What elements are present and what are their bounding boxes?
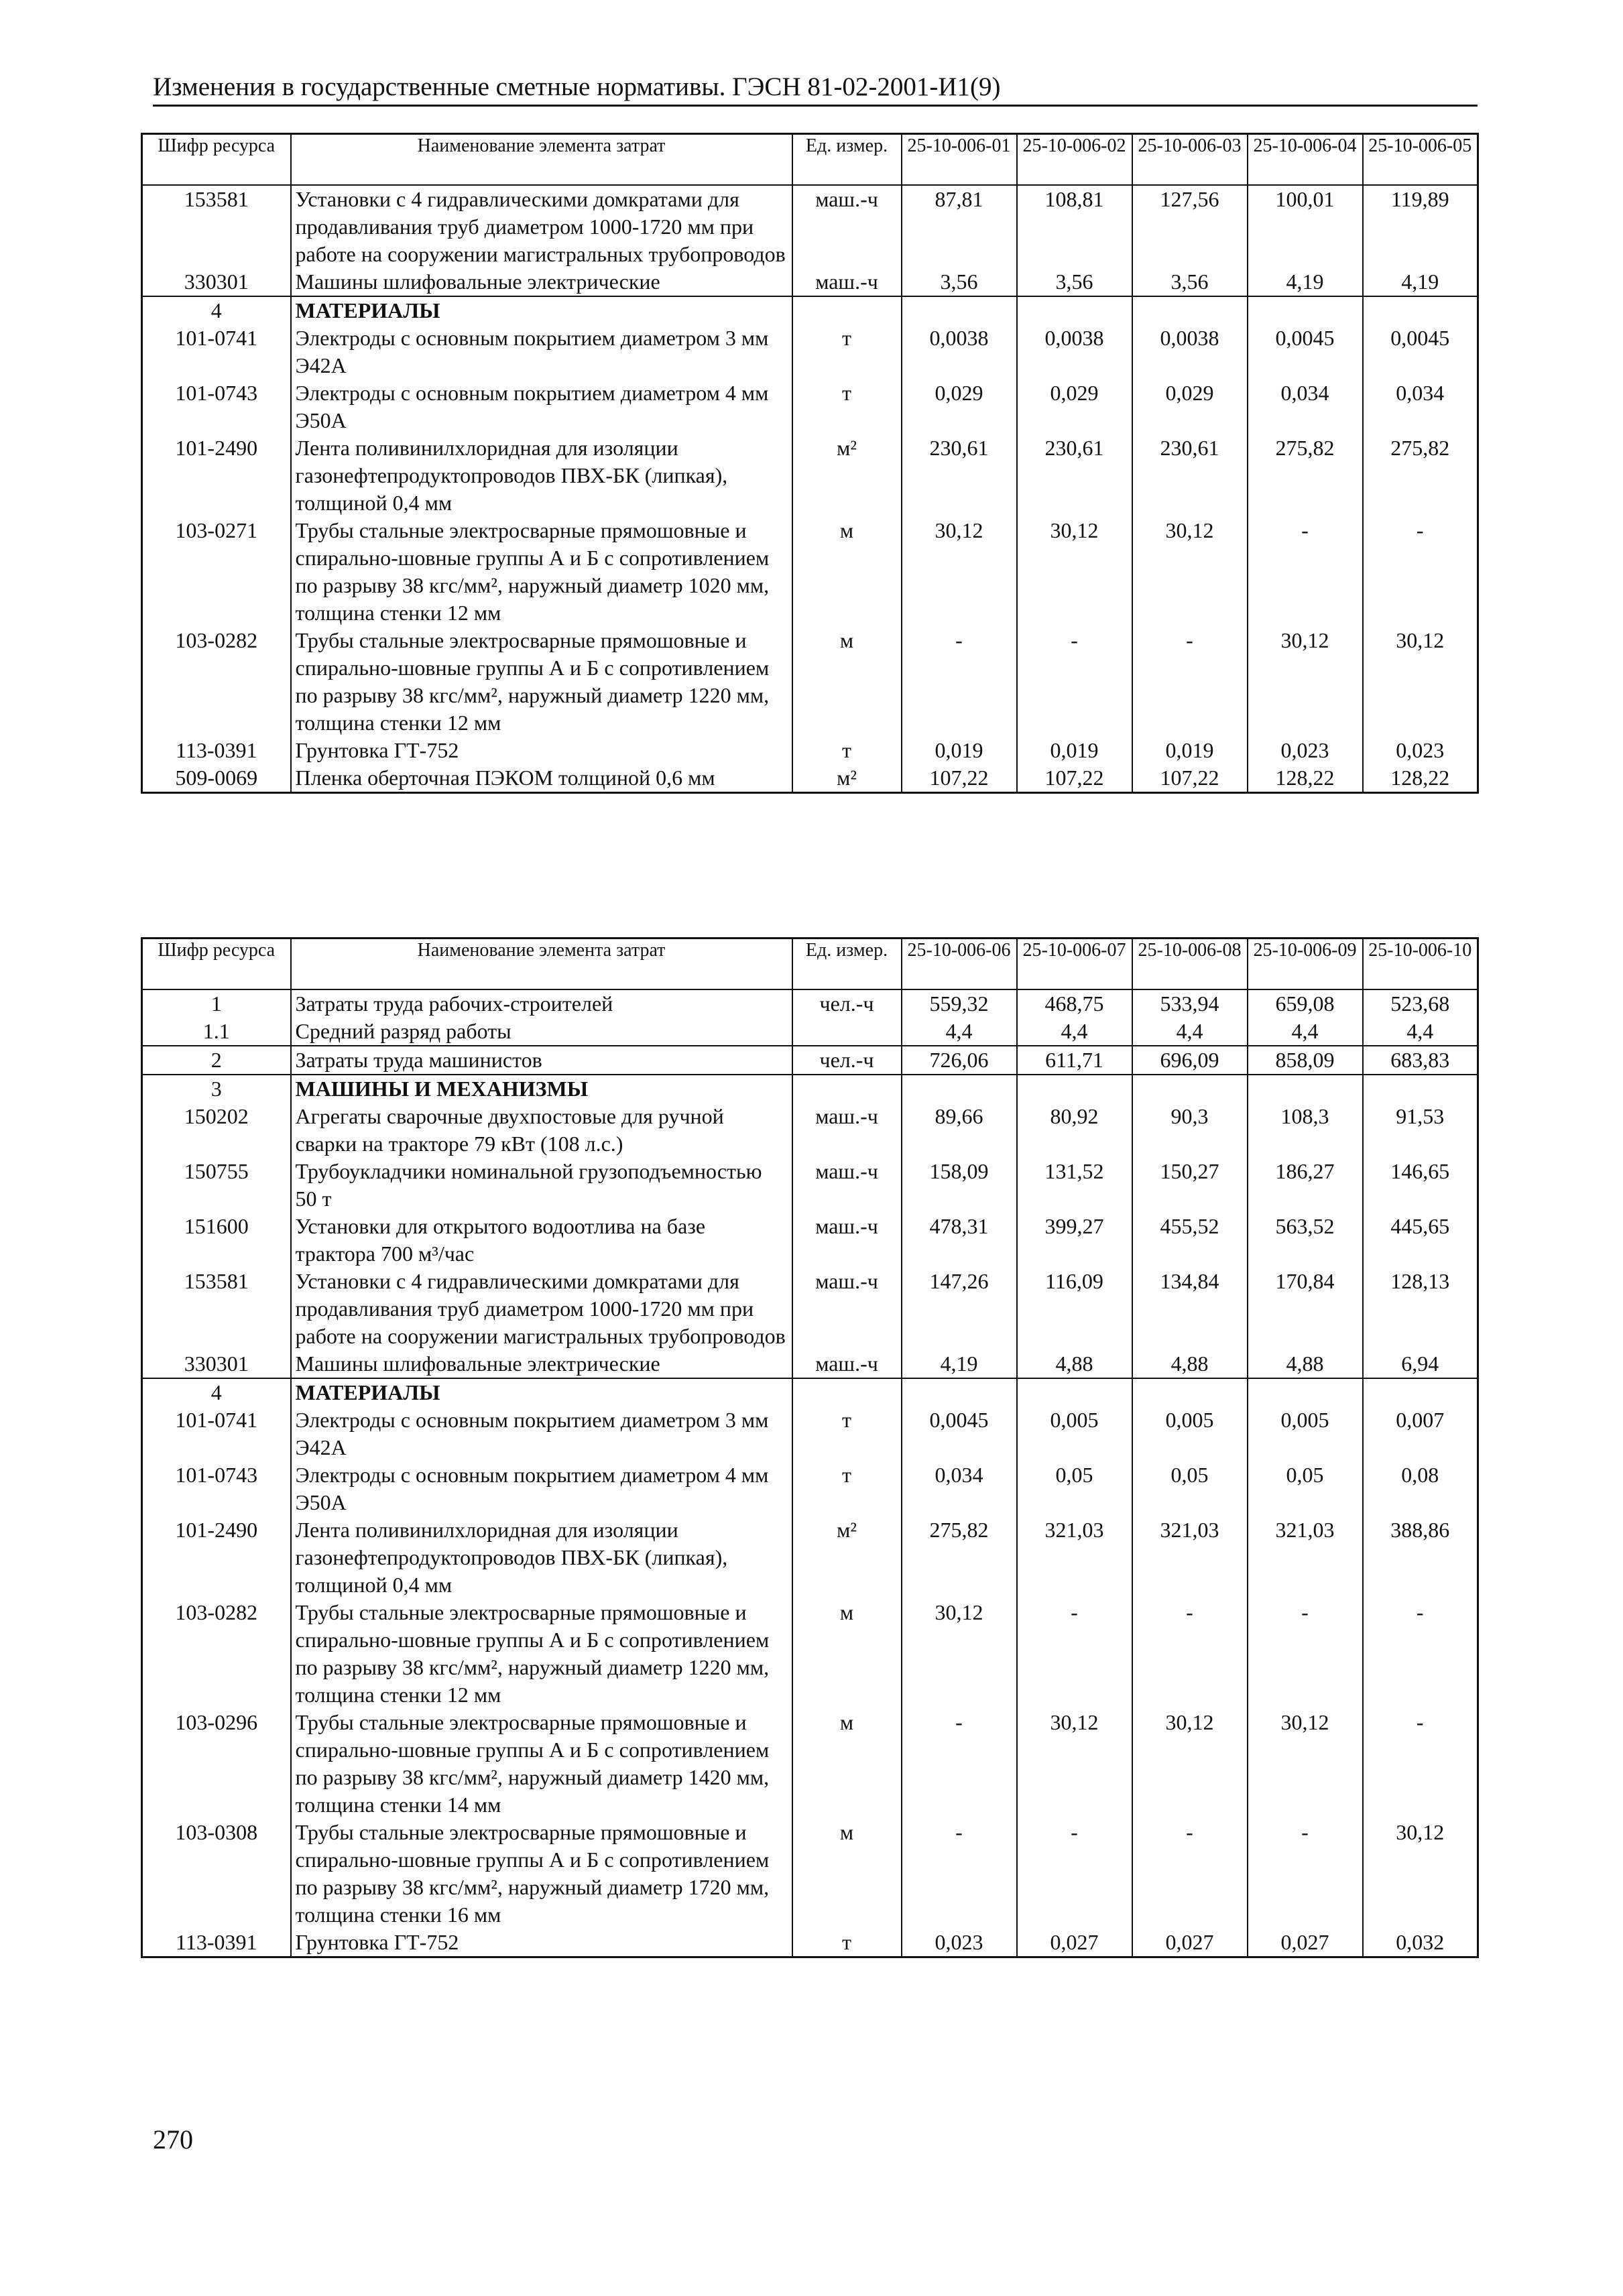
resource-name: Трубы стальные электросварные прямошовные и спирально-шовные группы А и Б с сопротивлением по разрыву 38 кгс/мм², наружный диаметр 1020 мм, толщина стенки 12 мм xyxy=(291,517,792,627)
norm-value: 0,0045 xyxy=(902,1406,1017,1461)
resource-code: 103-0308 xyxy=(175,1820,258,1844)
table-row xyxy=(142,379,1478,434)
norm-value xyxy=(1248,296,1363,324)
norm-value: - xyxy=(1017,1819,1132,1929)
norm-value: 0,029 xyxy=(902,379,1017,434)
norm-value: 0,034 xyxy=(1248,379,1363,434)
table-row xyxy=(142,434,1478,517)
norm-value: 30,12 xyxy=(1363,627,1478,737)
table-row xyxy=(142,764,1478,793)
resource-code: 101-0741 xyxy=(175,1408,258,1432)
norm-value: 275,82 xyxy=(902,1516,1017,1599)
section-row xyxy=(142,296,1478,324)
norm-value: 523,68 xyxy=(1363,989,1478,1018)
table-row xyxy=(142,1018,1478,1046)
resource-name: МАШИНЫ И МЕХАНИЗМЫ xyxy=(291,1075,792,1103)
resource-code: 101-0741 xyxy=(175,326,258,350)
norm-value: 0,027 xyxy=(1132,1929,1248,1957)
resource-unit: м xyxy=(792,1709,902,1819)
norm-value: 131,52 xyxy=(1017,1158,1132,1213)
norm-value: 107,22 xyxy=(902,764,1017,793)
resource-unit: маш.-ч xyxy=(792,1350,902,1378)
norm-value: 0,0045 xyxy=(1248,324,1363,379)
norm-value: 108,81 xyxy=(1017,185,1132,268)
col-header-code: Шифр ресурса xyxy=(142,939,291,990)
norm-value: 116,09 xyxy=(1017,1268,1132,1350)
resource-unit xyxy=(792,1378,902,1406)
norm-value: 4,19 xyxy=(902,1350,1017,1378)
table-row xyxy=(142,517,1478,627)
section-row xyxy=(142,1075,1478,1103)
norm-value: 30,12 xyxy=(1248,1709,1363,1819)
col-header-norm: 25-10-006-05 xyxy=(1363,134,1478,186)
norm-value: 30,12 xyxy=(1132,517,1248,627)
resource-unit xyxy=(792,1018,902,1046)
resource-unit xyxy=(792,1075,902,1103)
resource-code: 1 xyxy=(211,991,222,1016)
norm-value: 0,023 xyxy=(902,1929,1017,1957)
resource-unit: м xyxy=(792,627,902,737)
resource-name: Машины шлифовальные электрические xyxy=(291,1350,792,1378)
col-header-norm: 25-10-006-06 xyxy=(902,939,1017,990)
resource-name: Трубы стальные электросварные прямошовные и спирально-шовные группы А и Б с сопротивлением по разрыву 38 кгс/мм², наружный диаметр 1420 мм, толщина стенки 14 мм xyxy=(291,1709,792,1819)
norm-value: 0,007 xyxy=(1363,1406,1478,1461)
norm-value: 0,0045 xyxy=(1363,324,1478,379)
norm-value xyxy=(1017,296,1132,324)
norm-value: 696,09 xyxy=(1132,1046,1248,1075)
norm-value: 0,029 xyxy=(1017,379,1132,434)
resource-unit: чел.-ч xyxy=(792,989,902,1018)
norm-value: 659,08 xyxy=(1248,989,1363,1018)
resource-code: 150202 xyxy=(184,1104,249,1128)
table-row xyxy=(142,1213,1478,1268)
resource-unit xyxy=(792,296,902,324)
norm-value: 107,22 xyxy=(1132,764,1248,793)
col-header-norm: 25-10-006-01 xyxy=(902,134,1017,186)
norm-value: 6,94 xyxy=(1363,1350,1478,1378)
norm-value xyxy=(1017,1378,1132,1406)
resource-unit: м² xyxy=(792,434,902,517)
resource-name: Установки с 4 гидравлическими домкратами для продавливания труб диаметром 1000-1720 мм при работе на сооружении магистральных трубопроводов xyxy=(291,1268,792,1350)
norm-value: 89,66 xyxy=(902,1103,1017,1158)
norm-value: 0,0038 xyxy=(902,324,1017,379)
norm-value: 127,56 xyxy=(1132,185,1248,268)
table-row xyxy=(142,1406,1478,1461)
norm-value xyxy=(902,1075,1017,1103)
resource-code: 101-2490 xyxy=(175,1518,258,1542)
col-header-norm: 25-10-006-07 xyxy=(1017,939,1132,990)
resource-code: 2 xyxy=(142,1046,291,1075)
norm-value: 80,92 xyxy=(1017,1103,1132,1158)
resource-code: 103-0282 xyxy=(175,628,258,652)
norm-value: 321,03 xyxy=(1132,1516,1248,1599)
resource-code: 151600 xyxy=(184,1214,249,1238)
resource-name: Затраты труда рабочих-строителей xyxy=(291,989,792,1018)
norm-value xyxy=(1132,296,1248,324)
col-header-norm: 25-10-006-08 xyxy=(1132,939,1248,990)
table-2-header-row xyxy=(142,939,1478,990)
norm-value: 128,22 xyxy=(1363,764,1478,793)
norm-value: 4,4 xyxy=(902,1018,1017,1046)
col-header-name: Наименование элемента затрат xyxy=(291,939,792,990)
norm-value: 4,4 xyxy=(1017,1018,1132,1046)
norm-value: 90,3 xyxy=(1132,1103,1248,1158)
norm-value: 107,22 xyxy=(1017,764,1132,793)
norm-value: 4,88 xyxy=(1248,1350,1363,1378)
resource-unit: маш.-ч xyxy=(792,185,902,268)
table-row xyxy=(142,1158,1478,1213)
resource-name: Грунтовка ГТ-752 xyxy=(291,1929,792,1957)
norm-value: 230,61 xyxy=(1017,434,1132,517)
table-row xyxy=(142,989,1478,1018)
section-row xyxy=(142,1378,1478,1406)
norm-value: 91,53 xyxy=(1363,1103,1478,1158)
norm-value: 468,75 xyxy=(1017,989,1132,1018)
resource-unit: маш.-ч xyxy=(792,1213,902,1268)
norm-value: 321,03 xyxy=(1248,1516,1363,1599)
resource-name: Лента поливинилхлоридная для изоляции газонефтепродуктопроводов ПВХ-БК (липкая), толщиной 0,4 мм xyxy=(291,1516,792,1599)
norm-value: 230,61 xyxy=(1132,434,1248,517)
norm-value: 150,27 xyxy=(1132,1158,1248,1213)
resource-name: Машины шлифовальные электрические xyxy=(291,268,792,296)
resource-code: 113-0391 xyxy=(176,738,257,762)
norm-value: 30,12 xyxy=(1017,1709,1132,1819)
resource-unit: т xyxy=(792,324,902,379)
norm-value xyxy=(1248,1378,1363,1406)
table-row xyxy=(142,1929,1478,1957)
norm-value: - xyxy=(902,1819,1017,1929)
resource-code: 103-0296 xyxy=(175,1710,258,1734)
norm-value: 4,4 xyxy=(1248,1018,1363,1046)
resource-code: 509-0069 xyxy=(175,766,258,790)
norm-value: 30,12 xyxy=(902,517,1017,627)
norm-value: - xyxy=(1248,517,1363,627)
resource-unit: т xyxy=(792,1461,902,1516)
norm-value: 4,19 xyxy=(1248,268,1363,296)
resource-code: 103-0282 xyxy=(175,1600,258,1624)
col-header-unit: Ед. измер. xyxy=(792,134,902,186)
col-header-unit: Ед. измер. xyxy=(792,939,902,990)
col-header-norm: 25-10-006-04 xyxy=(1248,134,1363,186)
resource-name: Электроды с основным покрытием диаметром 3 мм Э42А xyxy=(291,324,792,379)
norm-value: 4,88 xyxy=(1132,1350,1248,1378)
resource-unit: маш.-ч xyxy=(792,1268,902,1350)
resource-name: Электроды с основным покрытием диаметром 4 мм Э50А xyxy=(291,1461,792,1516)
norm-value: 4,4 xyxy=(1363,1018,1478,1046)
resource-table-1 xyxy=(141,133,1479,794)
norm-value: 275,82 xyxy=(1363,434,1478,517)
col-header-code: Шифр ресурса xyxy=(142,134,291,186)
col-header-name: Наименование элемента затрат xyxy=(291,134,792,186)
norm-value: 30,12 xyxy=(1363,1819,1478,1929)
resource-unit: м xyxy=(792,517,902,627)
norm-value: 128,22 xyxy=(1248,764,1363,793)
norm-value: 147,26 xyxy=(902,1268,1017,1350)
norm-value: 30,12 xyxy=(1132,1709,1248,1819)
norm-value xyxy=(1132,1378,1248,1406)
table-row xyxy=(142,1268,1478,1350)
norm-value: 0,0038 xyxy=(1017,324,1132,379)
table-row xyxy=(142,1461,1478,1516)
norm-value: 0,023 xyxy=(1363,737,1478,764)
norm-value: 0,05 xyxy=(1132,1461,1248,1516)
norm-value: 0,034 xyxy=(902,1461,1017,1516)
norm-value: 726,06 xyxy=(902,1046,1017,1075)
norm-value: 30,12 xyxy=(1248,627,1363,737)
norm-value: 134,84 xyxy=(1132,1268,1248,1350)
norm-value xyxy=(1248,1075,1363,1103)
table-row xyxy=(142,268,1478,296)
col-header-norm: 25-10-006-09 xyxy=(1248,939,1363,990)
resource-code: 113-0391 xyxy=(176,1930,257,1954)
norm-value: 87,81 xyxy=(902,185,1017,268)
table-row xyxy=(142,324,1478,379)
norm-value: 4,4 xyxy=(1132,1018,1248,1046)
norm-value: - xyxy=(1248,1819,1363,1929)
norm-value xyxy=(1363,1075,1478,1103)
table-row xyxy=(142,185,1478,268)
norm-value: 455,52 xyxy=(1132,1213,1248,1268)
norm-value: - xyxy=(1132,1819,1248,1929)
resource-code: 330301 xyxy=(184,1351,249,1376)
resource-name: Установки для открытого водоотлива на базе трактора 700 м³/час xyxy=(291,1213,792,1268)
resource-code: 150755 xyxy=(184,1159,249,1183)
table-row xyxy=(142,1709,1478,1819)
norm-value: 0,05 xyxy=(1248,1461,1363,1516)
norm-value: - xyxy=(1132,627,1248,737)
resource-code: 153581 xyxy=(184,1269,249,1293)
resource-name: Пленка оберточная ПЭКОМ толщиной 0,6 мм xyxy=(291,764,792,793)
norm-value: 3,56 xyxy=(1132,268,1248,296)
resource-name: Трубы стальные электросварные прямошовные и спирально-шовные группы А и Б с сопротивлением по разрыву 38 кгс/мм², наружный диаметр 1220 мм, толщина стенки 12 мм xyxy=(291,627,792,737)
norm-value: 0,005 xyxy=(1132,1406,1248,1461)
norm-value: 0,029 xyxy=(1132,379,1248,434)
col-header-norm: 25-10-006-02 xyxy=(1017,134,1132,186)
resource-unit: т xyxy=(792,737,902,764)
norm-value: 533,94 xyxy=(1132,989,1248,1018)
norm-value xyxy=(1363,1378,1478,1406)
norm-value: 119,89 xyxy=(1363,185,1478,268)
norm-value: 158,09 xyxy=(902,1158,1017,1213)
norm-value: 0,019 xyxy=(1017,737,1132,764)
norm-value: - xyxy=(1363,1709,1478,1819)
norm-value: - xyxy=(1017,1599,1132,1709)
resource-unit: маш.-ч xyxy=(792,268,902,296)
norm-value: 146,65 xyxy=(1363,1158,1478,1213)
norm-value: 3,56 xyxy=(902,268,1017,296)
resource-name: МАТЕРИАЛЫ xyxy=(291,296,792,324)
table-row xyxy=(142,627,1478,737)
norm-value: 611,71 xyxy=(1017,1046,1132,1075)
norm-value: 858,09 xyxy=(1248,1046,1363,1075)
norm-value: 0,023 xyxy=(1248,737,1363,764)
resource-table-2 xyxy=(141,937,1479,1958)
resource-name: Лента поливинилхлоридная для изоляции газонефтепродуктопроводов ПВХ-БК (липкая), толщиной 0,4 мм xyxy=(291,434,792,517)
norm-value xyxy=(1132,1075,1248,1103)
resource-name: Затраты труда машинистов xyxy=(291,1046,792,1075)
norm-value: 128,13 xyxy=(1363,1268,1478,1350)
col-header-norm: 25-10-006-03 xyxy=(1132,134,1248,186)
norm-value: 0,027 xyxy=(1017,1929,1132,1957)
norm-value: 0,019 xyxy=(902,737,1017,764)
norm-value: 30,12 xyxy=(1017,517,1132,627)
resource-code: 4 xyxy=(142,296,291,324)
norm-value: 559,32 xyxy=(902,989,1017,1018)
norm-value xyxy=(902,1378,1017,1406)
resource-name: МАТЕРИАЛЫ xyxy=(291,1378,792,1406)
document-header: Изменения в государственные сметные нормативы. ГЭСН 81-02-2001-И1(9) xyxy=(153,72,1478,107)
resource-code: 103-0271 xyxy=(175,518,258,542)
resource-name: Установки с 4 гидравлическими домкратами для продавливания труб диаметром 1000-1720 мм при работе на сооружении магистральных трубопроводов xyxy=(291,185,792,268)
norm-value: 4,88 xyxy=(1017,1350,1132,1378)
resource-unit: маш.-ч xyxy=(792,1103,902,1158)
resource-code: 330301 xyxy=(184,269,249,294)
resource-unit: чел.-ч xyxy=(792,1046,902,1075)
norm-value: - xyxy=(1132,1599,1248,1709)
norm-value: - xyxy=(902,1709,1017,1819)
norm-value: 321,03 xyxy=(1017,1516,1132,1599)
resource-code: 101-0743 xyxy=(175,1463,258,1487)
norm-value: 0,032 xyxy=(1363,1929,1478,1957)
norm-value: - xyxy=(1363,1599,1478,1709)
table-row xyxy=(142,1350,1478,1378)
table-row xyxy=(142,737,1478,764)
resource-unit: м xyxy=(792,1599,902,1709)
resource-unit: т xyxy=(792,379,902,434)
resource-unit: м² xyxy=(792,764,902,793)
resource-unit: м² xyxy=(792,1516,902,1599)
resource-name: Электроды с основным покрытием диаметром 4 мм Э50А xyxy=(291,379,792,434)
norm-value: 4,19 xyxy=(1363,268,1478,296)
resource-code: 1.1 xyxy=(202,1019,230,1043)
resource-code: 4 xyxy=(142,1378,291,1406)
norm-value: - xyxy=(1248,1599,1363,1709)
table-row xyxy=(142,1599,1478,1709)
resource-unit: т xyxy=(792,1406,902,1461)
resource-code: 3 xyxy=(142,1075,291,1103)
norm-value: 0,005 xyxy=(1248,1406,1363,1461)
norm-value: - xyxy=(902,627,1017,737)
norm-value xyxy=(1363,296,1478,324)
norm-value: 445,65 xyxy=(1363,1213,1478,1268)
norm-value: 683,83 xyxy=(1363,1046,1478,1075)
norm-value: 0,019 xyxy=(1132,737,1248,764)
page-number: 270 xyxy=(153,2124,193,2155)
resource-unit: т xyxy=(792,1929,902,1957)
norm-value: 170,84 xyxy=(1248,1268,1363,1350)
norm-value: 563,52 xyxy=(1248,1213,1363,1268)
table-row xyxy=(142,1103,1478,1158)
resource-name: Грунтовка ГТ-752 xyxy=(291,737,792,764)
table-row xyxy=(142,1516,1478,1599)
norm-value xyxy=(1017,1075,1132,1103)
resource-name: Трубоукладчики номинальной грузоподъемностью 50 т xyxy=(291,1158,792,1213)
norm-value: 478,31 xyxy=(902,1213,1017,1268)
resource-name: Средний разряд работы xyxy=(291,1018,792,1046)
resource-code: 101-2490 xyxy=(175,436,258,460)
norm-value: 0,005 xyxy=(1017,1406,1132,1461)
resource-name: Трубы стальные электросварные прямошовные и спирально-шовные группы А и Б с сопротивлением по разрыву 38 кгс/мм², наружный диаметр 1220 мм, толщина стенки 12 мм xyxy=(291,1599,792,1709)
norm-value: 100,01 xyxy=(1248,185,1363,268)
norm-value: 0,05 xyxy=(1017,1461,1132,1516)
norm-value: 0,034 xyxy=(1363,379,1478,434)
norm-value: 230,61 xyxy=(902,434,1017,517)
norm-value: 0,027 xyxy=(1248,1929,1363,1957)
resource-name: Трубы стальные электросварные прямошовные и спирально-шовные группы А и Б с сопротивлением по разрыву 38 кгс/мм², наружный диаметр 1720 мм, толщина стенки 16 мм xyxy=(291,1819,792,1929)
table-row xyxy=(142,1819,1478,1929)
norm-value: 399,27 xyxy=(1017,1213,1132,1268)
resource-code: 153581 xyxy=(184,187,249,211)
norm-value: 275,82 xyxy=(1248,434,1363,517)
norm-value: 3,56 xyxy=(1017,268,1132,296)
norm-value: 30,12 xyxy=(902,1599,1017,1709)
resource-code: 101-0743 xyxy=(175,381,258,405)
resource-name: Агрегаты сварочные двухпостовые для ручной сварки на тракторе 79 кВт (108 л.с.) xyxy=(291,1103,792,1158)
resource-unit: маш.-ч xyxy=(792,1158,902,1213)
norm-value: 186,27 xyxy=(1248,1158,1363,1213)
norm-value: 108,3 xyxy=(1248,1103,1363,1158)
norm-value: 0,08 xyxy=(1363,1461,1478,1516)
col-header-norm: 25-10-006-10 xyxy=(1363,939,1478,990)
table-1-header-row xyxy=(142,134,1478,186)
norm-value xyxy=(902,296,1017,324)
norm-value: 0,0038 xyxy=(1132,324,1248,379)
norm-value: - xyxy=(1363,517,1478,627)
norm-value: 388,86 xyxy=(1363,1516,1478,1599)
table-row xyxy=(142,1046,1478,1075)
norm-value: - xyxy=(1017,627,1132,737)
resource-unit: м xyxy=(792,1819,902,1929)
resource-name: Электроды с основным покрытием диаметром 3 мм Э42А xyxy=(291,1406,792,1461)
